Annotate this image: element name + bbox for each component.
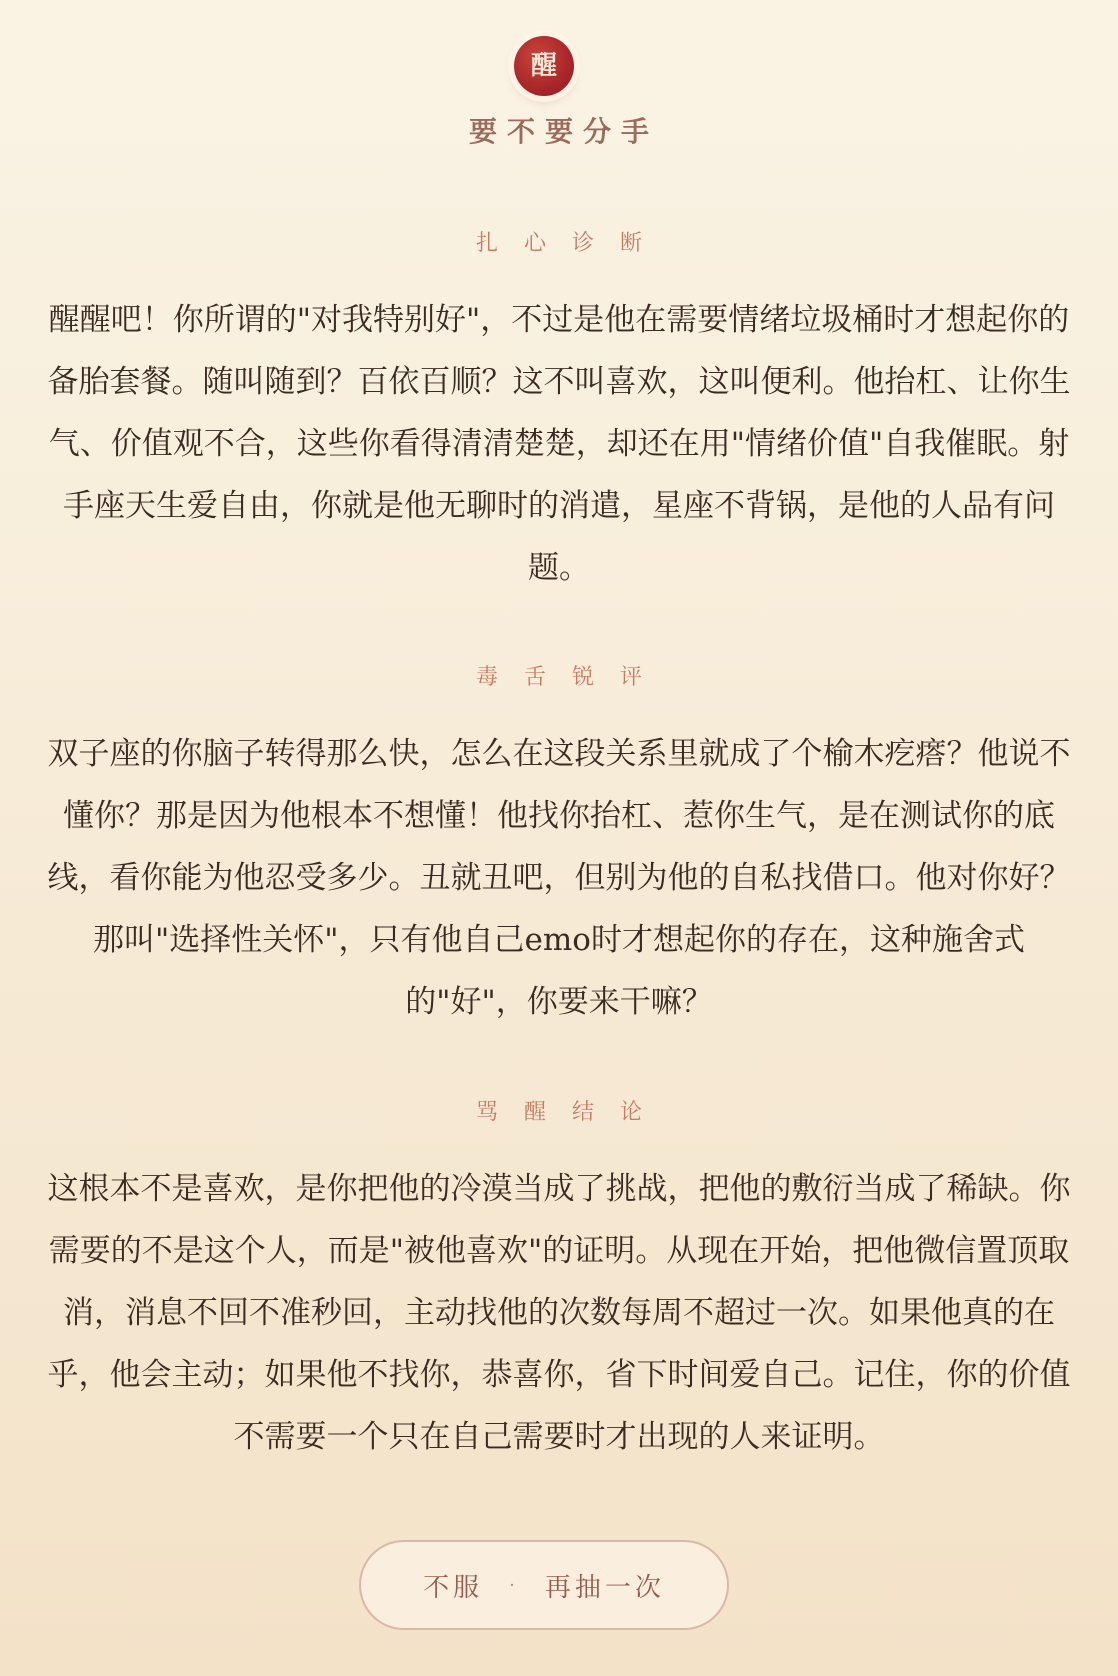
redraw-button-right-label: 再抽一次 — [544, 1572, 665, 1603]
seal-badge — [514, 36, 574, 96]
seal-char: 醒 — [530, 51, 557, 81]
section-diagnosis — [44, 226, 1074, 599]
section-conclusion — [44, 1095, 1074, 1468]
section-body: 双子座的你脑子转得那么快，怎么在这段关系里就成了个榆木疙瘩？他说不懂你？那是因为他根本不想懂！他找你抬杠、惹你生气，是在测试你的底线，看你能为他忍受多少。丑就丑吧，但别为他的自私找借口。他对你好？那叫"选择性关怀"，只有他自己emo时才想起你的存在，这种施舍式的"好"，你要来干嘛？ — [47, 736, 1071, 1020]
redraw-button-left-label: 不服 — [423, 1572, 484, 1603]
redraw-button[interactable] — [359, 1540, 729, 1630]
section-body: 这根本不是喜欢，是你把他的冷漠当成了挑战，把他的敷衍当成了稀缺。你需要的不是这个人，而是"被他喜欢"的证明。从现在开始，把他微信置顶取消，消息不回不准秒回，主动找他的次数每周不超过一次。如果他真的在乎，他会主动；如果他不找你，恭喜你，省下时间爱自己。记住，你的价值不需要一个只在自己需要时才出现的人来证明。 — [47, 1171, 1071, 1455]
section-body: 醒醒吧！你所谓的"对我特别好"，不过是他在需要情绪垃圾桶时才想起你的备胎套餐。随叫随到？百依百顺？这不叫喜欢，这叫便利。他抬杠、让你生气、价值观不合，这些你看得清清楚楚，却还在用"情绪价值"自我催眠。射手座天生爱自由，你就是他无聊时的消遣，星座不背锅，是他的人品有问题。 — [47, 302, 1071, 586]
section-heading: 扎心诊断 — [475, 231, 668, 256]
page-title: 要不要分手 — [468, 115, 659, 148]
section-heading: 毒舌锐评 — [475, 665, 668, 690]
section-heading: 骂醒结论 — [475, 1100, 668, 1125]
separator-dot: · — [509, 1574, 519, 1596]
section-critique — [44, 660, 1074, 1033]
